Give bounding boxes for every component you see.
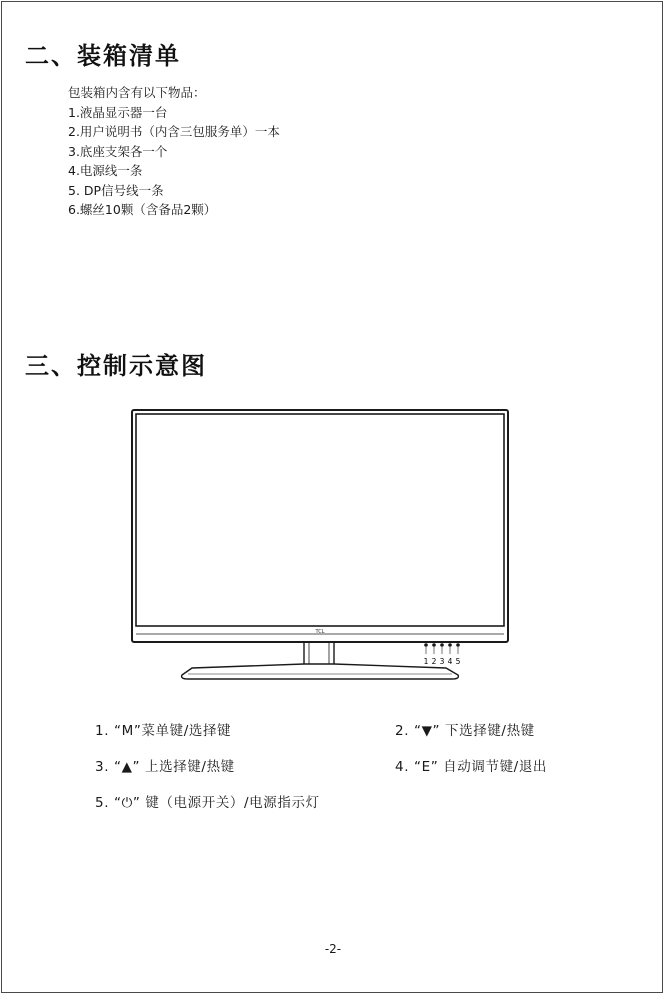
legend-item-up: 3. “▲” 上选择键/热键 [95, 759, 235, 775]
button-number: 2 [431, 657, 437, 666]
control-buttons [424, 643, 461, 666]
section-title-packing: 二、装箱清单 [25, 42, 181, 70]
packing-item: 1.液晶显示器一台 [68, 104, 168, 120]
packing-item: 5. DP信号线一条 [68, 182, 164, 198]
packing-item: 2.用户说明书（内含三包服务单）一本 [68, 124, 280, 139]
brand-logo: TCL [315, 629, 325, 635]
legend-item-auto: 4. “E” 自动调节键/退出 [395, 759, 548, 775]
packing-item: 4.电源线一条 [68, 163, 143, 178]
packing-item: 6.螺丝10颗（含备品2颗） [68, 202, 217, 217]
monitor-diagram [120, 408, 520, 688]
button-number: 4 [447, 657, 453, 666]
button-number: 1 [423, 657, 429, 666]
packing-intro: 包装箱内含有以下物品： [68, 85, 206, 100]
section-title-controls: 三、控制示意图 [25, 352, 207, 380]
legend-item-menu: 1. “M”菜单键/选择键 [95, 723, 232, 739]
control-button[interactable] [424, 643, 429, 666]
packing-list [68, 83, 280, 220]
legend-item-down: 2. “▼” 下选择键/热键 [395, 723, 535, 739]
legend-item-power: 5. “⏻” 键（电源开关）/电源指示灯 [95, 795, 320, 811]
control-button[interactable] [432, 643, 437, 666]
button-number: 3 [439, 657, 445, 666]
page-number: -2- [324, 942, 342, 956]
stand-base [182, 664, 459, 679]
button-number: 5 [455, 657, 461, 666]
control-button[interactable] [448, 643, 453, 666]
control-button[interactable] [440, 643, 445, 666]
packing-item: 3.底座支架各一个 [68, 143, 168, 159]
control-button[interactable] [456, 643, 461, 666]
monitor-screen [136, 414, 504, 626]
